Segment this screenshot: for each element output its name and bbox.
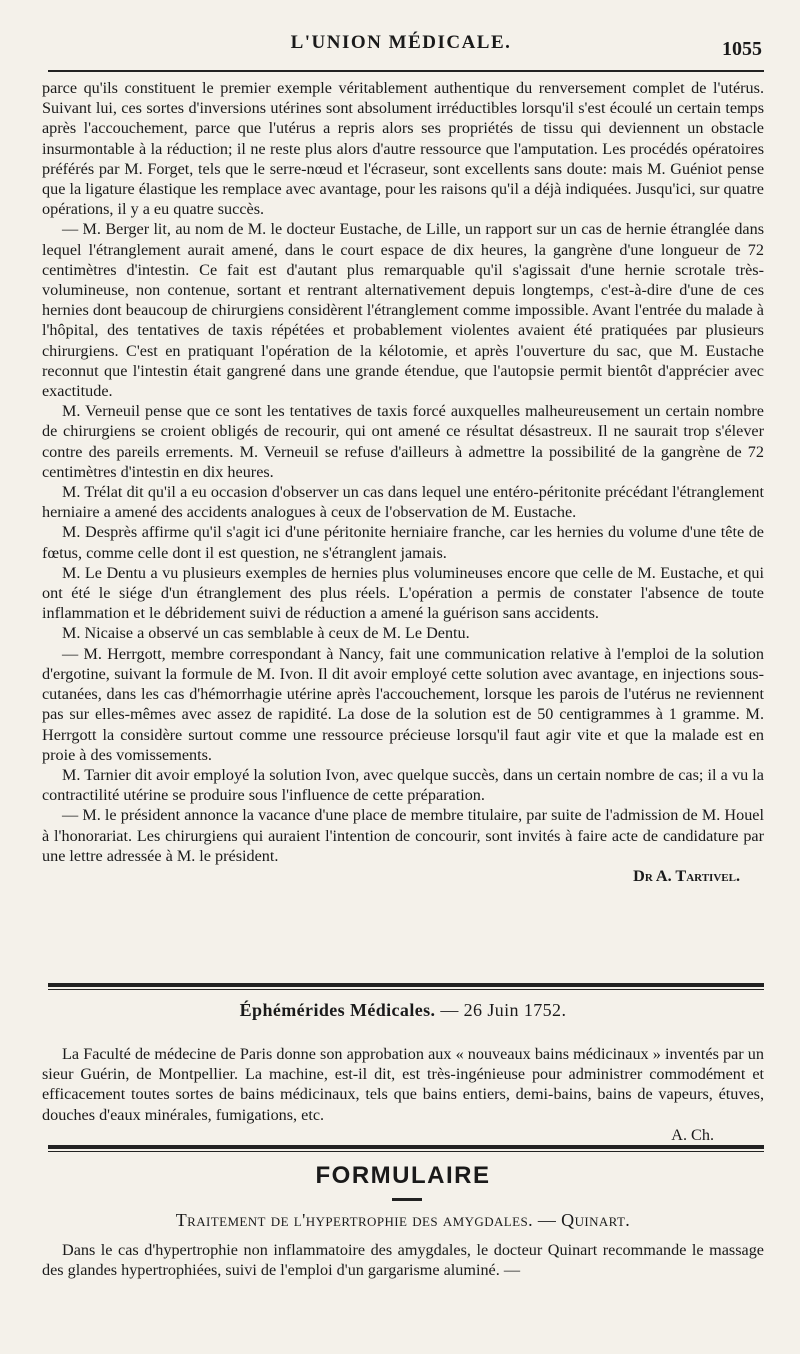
paragraph: — M. Herrgott, membre correspondant à Nancy, fait une communication relative à l'emploi de la solution d'ergotine, suivant la formule de M. Ivon. Il dit avoir employé cette solution avec avantage, en injections sous-cutanées, dans les cas d'hémorrhagie utérine après l'accouchement, lorsque les parois de l'utérus ne reviennent pas sur elles-mêmes avec assez de rapidité. La dose de la solution est de 50 centigrammes à 1 gramme. M. Herrgott la considère surtout comme une ressource précieuse lorsqu'il faut agir vite et que la malade est en proie à des vomissements. bbox=[42, 644, 764, 764]
paragraph: M. Verneuil pense que ce sont les tentatives de taxis forcé auxquelles malheureusement un certain nombre de chirurgiens se croient obligés de recourir, qui ont amené ce résultat désastreux. Il ne saurait trop s'élever contre des pareils errements. M. Verneuil se refuse d'ailleurs à admettre la possibilité de la gangrène de 72 centimètres d'intestin en dix heures. bbox=[42, 402, 764, 481]
section-divider bbox=[48, 983, 764, 987]
society-report-section bbox=[42, 78, 764, 886]
page-header bbox=[40, 30, 762, 66]
ephemerides-title: Éphémérides Médicales. bbox=[239, 1000, 436, 1020]
ephemerides-heading bbox=[42, 1000, 764, 1021]
paragraph: M. Tarnier dit avoir employé la solution Ivon, avec quelque succès, dans un certain nombre de cas; il a vu la contractilité utérine se produire sous l'influence de cette préparation. bbox=[42, 765, 764, 805]
formulaire-title: FORMULAIRE bbox=[315, 1162, 491, 1189]
header-rule bbox=[48, 70, 764, 72]
section-divider bbox=[48, 1145, 764, 1149]
section-divider-thin bbox=[48, 1151, 764, 1152]
author-signature: Dr A. Tartivel. bbox=[633, 866, 740, 885]
ephemerides-date: — 26 Juin 1752. bbox=[435, 1000, 567, 1020]
ephemerides-section bbox=[42, 1044, 764, 1145]
paragraph: M. Le Dentu a vu plusieurs exemples de hernies plus volumineuses encore que celle de M. Eustache, et qui ont été le siége d'un étranglement des plus réels. L'opération a permis de constater l'absence de toute inflammation et le débridement suivi de réduction a amené la guérison sans accidents. bbox=[42, 563, 764, 623]
title-dash bbox=[392, 1198, 422, 1201]
paragraph: Dans le cas d'hypertrophie non inflammatoire des amygdales, le docteur Quinart recommande le massage des glandes hypertrophiées, suivi de l'emploi d'un gargarisme aluminé. — bbox=[42, 1241, 764, 1280]
formulaire-subtitle: Traitement de l'hypertrophie des amygdales. — Quinart. bbox=[175, 1210, 631, 1230]
paragraph: M. Trélat dit qu'il a eu occasion d'observer un cas dans lequel une entéro-péritonite précédant l'étranglement herniaire a amené des accidents analogues à ceux de l'observation de M. Eustache. bbox=[42, 483, 764, 522]
paragraph: La Faculté de médecine de Paris donne son approbation aux « nouveaux bains médicinaux » inventés par un sieur Guérin, de Montpellier. La machine, est-il dit, est très-ingénieuse pour administrer commodément et efficacement toutes sortes de bains médicinaux, tels que bains entiers, demi-bains, bains de vapeurs, étuves, douches d'eaux minérales, fumigations, etc. bbox=[42, 1045, 764, 1124]
paragraph: M. Nicaise a observé un cas semblable à ceux de M. Le Dentu. bbox=[62, 624, 470, 643]
page-number: 1055 bbox=[722, 38, 762, 60]
ephemerides-signature: A. Ch. bbox=[671, 1125, 714, 1144]
journal-title: L'UNION MÉDICALE. bbox=[290, 32, 512, 53]
formulaire-section bbox=[42, 1240, 764, 1280]
paragraph: parce qu'ils constituent le premier exemple véritablement authentique du renversement complet de l'utérus. Suivant lui, ces sortes d'inversions utérines sont absolument irréductibles lorsqu'il s'est écoulé un certain temps après l'accouchement, parce que l'utérus a repris alors ses propriétés de tissu qui deviennent un obstacle insurmontable à la réduction; il ne reste plus alors d'autre ressource que l'amputation. Les procédés opératoires préférés par M. Forget, tels que le serre-nœud et l'écraseur, sont excellents sans doute: mais M. Guéniot pense que la ligature élastique les remplace avec avantage, pour les raisons qu'il a déjà indiquées. Jusqu'ici, sur quatre opérations, il y a eu quatre succès. bbox=[42, 79, 764, 219]
paragraph: — M. le président annonce la vacance d'une place de membre titulaire, par suite de l'admission de M. Houel à l'honorariat. Les chirurgiens qui auraient l'intention de concourir, sont invités à faire acte de candidature par une lettre adressée à M. le président. bbox=[42, 806, 764, 865]
paragraph: M. Desprès affirme qu'il s'agit ici d'une péritonite herniaire franche, car les hernies du volume d'une tête de fœtus, comme celle dont il est question, ne s'étranglent jamais. bbox=[42, 523, 764, 562]
paragraph: — M. Berger lit, au nom de M. le docteur Eustache, de Lille, un rapport sur un cas de hernie étranglée dans lequel l'étranglement aurait amené, dans le court espace de dix heures, la gangrène d'une longueur de 72 centimètres d'intestin. Ce fait est d'autant plus remarquable qu'il s'agissait d'une hernie scrotale très-volumineuse, non contenue, sortant et rentrant alternativement depuis longtemps, c'est-à-dire d'une de ces hernies dont beaucoup de chirurgiens considèrent l'étranglement comme impossible. Avant l'entrée du malade à l'hôpital, des tentatives de taxis répétées et probablement violentes avaient été pratiquées par plusieurs chirurgiens. C'est en pratiquant l'opération de la kélotomie, et après l'ouverture du sac, que M. Eustache reconnut que l'intestin était gangrené dans une grande étendue, que l'autopsie permit bientôt d'apprécier avec exactitude. bbox=[42, 220, 764, 401]
section-divider-thin bbox=[48, 989, 764, 990]
